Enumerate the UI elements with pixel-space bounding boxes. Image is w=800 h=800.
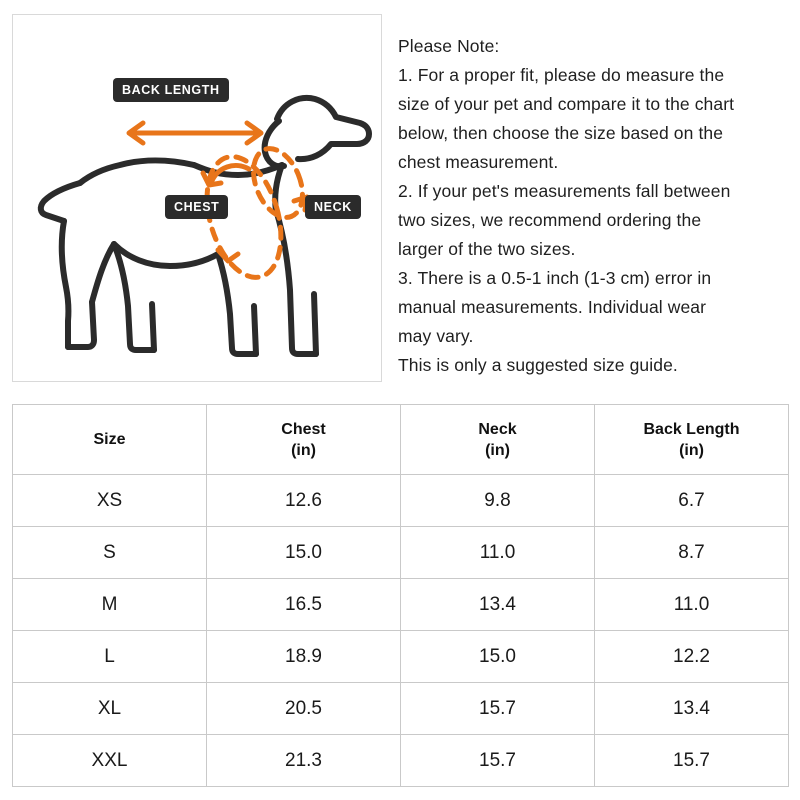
neck-label: NECK — [305, 195, 361, 219]
cell-back-length: 15.7 — [595, 735, 789, 787]
cell-size: XS — [13, 475, 207, 527]
note-line: manual measurements. Individual wear — [398, 297, 707, 317]
table-header-row — [13, 405, 789, 475]
cell-back-length: 13.4 — [595, 683, 789, 735]
column-header-title: Chest — [281, 420, 326, 438]
note-line: This is only a suggested size guide. — [398, 355, 678, 375]
cell-chest: 16.5 — [207, 579, 401, 631]
column-header-unit: (in) — [291, 441, 316, 459]
note-line: larger of the two sizes. — [398, 239, 576, 259]
cell-neck: 9.8 — [401, 475, 595, 527]
chest-label: CHEST — [165, 195, 228, 219]
column-header-neck — [401, 405, 595, 475]
note-line: two sizes, we recommend ordering the — [398, 210, 702, 230]
cell-size: L — [13, 631, 207, 683]
cell-size: S — [13, 527, 207, 579]
note-line: size of your pet and compare it to the chart — [398, 94, 735, 114]
table-row — [13, 683, 789, 735]
cell-neck: 15.7 — [401, 683, 595, 735]
cell-neck: 15.7 — [401, 735, 595, 787]
table-row — [13, 579, 789, 631]
note-line: 3. There is a 0.5-1 inch (1-3 cm) error in — [398, 268, 712, 288]
back-length-label: BACK LENGTH — [113, 78, 229, 102]
cell-neck: 15.0 — [401, 631, 595, 683]
table-row — [13, 527, 789, 579]
cell-chest: 12.6 — [207, 475, 401, 527]
column-header-unit: (in) — [679, 441, 704, 459]
table-row — [13, 631, 789, 683]
note-line: 2. If your pet's measurements fall between — [398, 181, 731, 201]
back-length-arrow — [129, 123, 261, 143]
cell-chest: 15.0 — [207, 527, 401, 579]
column-header-chest — [207, 405, 401, 475]
column-header-size — [13, 405, 207, 475]
cell-chest: 20.5 — [207, 683, 401, 735]
measurement-diagram — [12, 14, 382, 382]
please-note-block — [382, 14, 788, 404]
note-line: chest measurement. — [398, 152, 559, 172]
cell-size: M — [13, 579, 207, 631]
cell-back-length: 6.7 — [595, 475, 789, 527]
cell-back-length: 12.2 — [595, 631, 789, 683]
table-row — [13, 735, 789, 787]
table-row — [13, 475, 789, 527]
note-line: 1. For a proper fit, please do measure the — [398, 65, 725, 85]
cell-back-length: 8.7 — [595, 527, 789, 579]
column-header-unit: (in) — [485, 441, 510, 459]
cell-back-length: 11.0 — [595, 579, 789, 631]
column-header-title: Back Length — [643, 420, 740, 438]
column-header-back-length — [595, 405, 789, 475]
cell-neck: 11.0 — [401, 527, 595, 579]
note-line: below, then choose the size based on the — [398, 123, 724, 143]
note-line: may vary. — [398, 326, 474, 346]
size-table — [12, 404, 789, 787]
note-line: Please Note: — [398, 36, 500, 56]
column-header-title: Size — [93, 431, 126, 448]
cell-size: XXL — [13, 735, 207, 787]
cell-neck: 13.4 — [401, 579, 595, 631]
cell-chest: 18.9 — [207, 631, 401, 683]
column-header-title: Neck — [478, 420, 517, 438]
size-table-wrapper — [0, 404, 800, 787]
cell-size: XL — [13, 683, 207, 735]
cell-chest: 21.3 — [207, 735, 401, 787]
